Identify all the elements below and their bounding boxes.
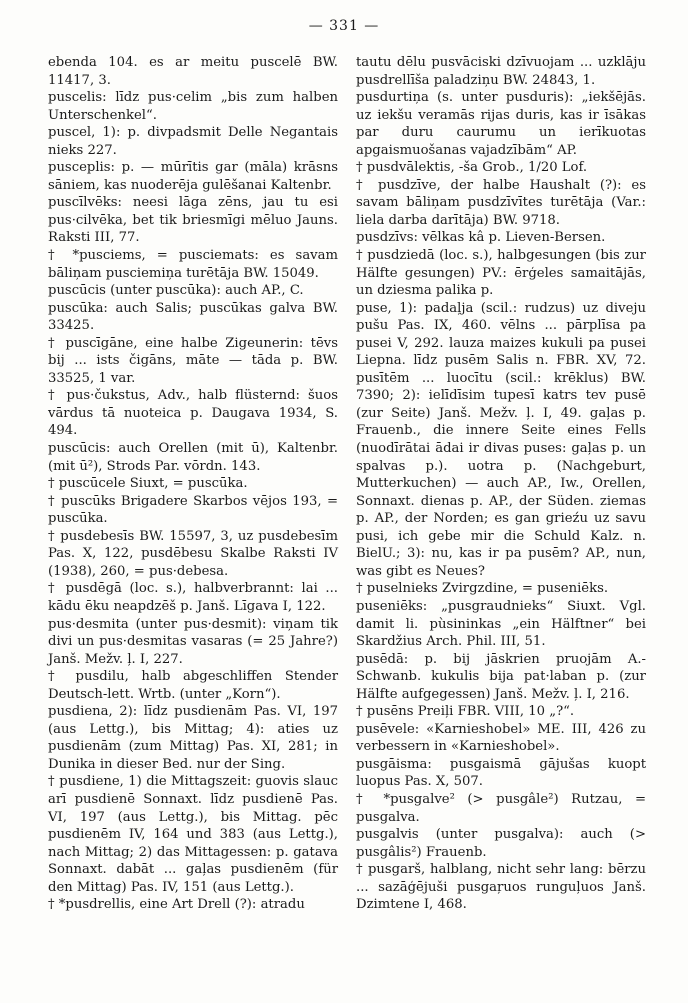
dictionary-entry: † pusdebesīs BW. 15597, 3, uz pusdebesīm Pas. X, 122, pusdēbesu Skalbe Raksti IV (1938), 260, = pus·debesa. — [48, 528, 338, 579]
dictionary-entry: † *pusciems, = pusciemats: es savam bāliņam pusciemiņa turētāja BW. 15049. — [48, 248, 338, 281]
dictionary-entry: pusceplis: p. — mūrītis gar (māla) krāsns sāniem, kas nuoderēja gulēšanai Kaltenbr. — [48, 160, 338, 193]
dictionary-entry: † pus·čukstus, Adv., halb flüsternd: šuos vārdus tā nuoteica p. Daugava 1934, S. 494. — [48, 388, 338, 439]
dictionary-entry: † pusēns Preiļi FBR. VIII, 10 „?“. — [356, 704, 575, 720]
dictionary-entry: puscūka: auch Salis; puscūkas galva BW. 33425. — [48, 300, 338, 334]
dictionary-entry: † pusdzīve, der halbe Haushalt (?): es savam bāliņam pusdzīvītes turētāja (Var.: liela darba darītāja) BW. 9718. — [356, 177, 646, 228]
dictionary-entry: pusdurtiņa (s. unter pusduris): „iekšējās. uz iekšu veramās rijas duris, kas ir īsākas par duru caurumu un ierīkuotas apgaismuošanas vajadzībām“ AP. — [356, 90, 646, 158]
right-column — [356, 54, 646, 914]
dictionary-entry: pusdzīvs: vēlkas kâ p. Lieven-Bersen. — [356, 230, 606, 246]
dictionary-entry: pus·desmita (unter pus·desmit): viņam tik divi un pus·desmitas vasaras (= 25 Jahre?) Janš. Mežv. ļ. I, 227. — [48, 616, 338, 667]
left-column — [48, 54, 338, 914]
dictionary-entry: puscīlvēks: neesi lāga zēns, jau tu esi pus·cilvēka, bet tik briesmīgi mēluo Jauns. Raksti III, 77. — [48, 195, 338, 246]
dictionary-entry: puscelis: līdz pus·celim „bis zum halben Unterschenkel“. — [48, 90, 338, 123]
dictionary-entry: † puselnieks Zvirgzdine, = puseniēks. — [356, 581, 609, 597]
dictionary-entry: † puscūcele Siuxt, = puscūka. — [48, 476, 248, 492]
dictionary-entry: † puscīgāne, eine halbe Zigeunerin: tēvs bij ... ists čigāns, māte — tāda p. BW. 33525, 1 var. — [48, 335, 338, 386]
dictionary-entry: † puscūks Brigadere Skarbos vējos 193, = puscūka. — [48, 493, 338, 527]
dictionary-entry: † pusdziedā (loc. s.), halbgesungen (bis zur Hälfte gesungen) PV.: ērģeles samaitājās, un dziesma palika p. — [356, 248, 646, 299]
dictionary-entry: puscūcis (unter puscūka): auch AP., C. — [48, 283, 304, 299]
dictionary-entry: † pusdilu, halb abgeschliffen Stender Deutsch-lett. Wrtb. (unter „Korn“). — [48, 669, 338, 702]
dictionary-entry: puseniēks: „pusgraudnieks“ Siuxt. Vgl. damit li. pùsininkas „ein Hälftner“ bei Skardžius Arch. Phil. III, 51. — [356, 598, 646, 650]
dictionary-entry: † pusdēgā (loc. s.), halbverbrannt: lai ... kādu ēku neapdzēš p. Janš. Līgava I, 122. — [48, 581, 338, 614]
dictionary-entry: puscūcis: auch Orellen (mit ū), Kaltenbr. (mit ū²), Strods Par. vōrdn. 143. — [48, 441, 338, 474]
dictionary-entry: ebenda 104. es ar meitu puscelē BW. 11417, 3. — [48, 55, 338, 88]
dictionary-entry: † *pusgalve² (> pusgâle²) Rutzau, = pusgalva. — [356, 791, 646, 825]
dictionary-entry: † *pusdrellis, eine Art Drell (?): atradu — [48, 897, 305, 913]
dictionary-entry: puse, 1): padaļja (scil.: rudzus) uz diveju pušu Pas. IX, 460. vēlns ... pārplīsa pa pusei V, 292. lauza maizes kukuli pa pusei Liepna. līdz pusēm Salis n. FBR. XV, 72. pusītēm ... luocītu (scil.: krēklus) BW. 7390; 2): ielīdīsim tupesī katrs tev pusē (zur Seite) Janš. Mežv. ļ. I, 49. gaļas p. Frauenb., die innere Seite eines Fells (nuodīrātai ādai ir divas puses: gaļas p. un spalvas p.). uotra p. (Nachgeburt, Mutterkuchen) — auch AP., Iw., Orellen, Sonnaxt. dienas p. AP., der Süden. ziemas p. AP., der Norden; es gan grieźu uz savu pusi, ich gebe mir die Schuld Kalz. n. BielU.; 3): nu, kas ir pa pusēm? AP., nun, was gibt es Neues? — [356, 300, 646, 579]
dictionary-entry: pusdiena, 2): līdz pusdienām Pas. VI, 197 (aus Lettg.), bis Mittag; 4): aties uz pusdienām (zum Mittag) Pas. XI, 281; in Dunika in dieser Bed. nur der Sing. — [48, 704, 338, 772]
dictionary-entry: puscel, 1): p. divpadsmit Delle Negantais nieks 227. — [48, 125, 338, 158]
dictionary-entry: pusēdā: p. bij jāskrien pruojām A.-Schwanb. kukulis bija pat·laban p. (zur Hälfte aufgegessen) Janš. Mežv. ļ. I, 216. — [356, 651, 646, 702]
dictionary-entry: pusēvele: «Karnieshobel» ME. III, 426 zu verbessern in «Karnieshobel». — [356, 721, 646, 755]
page-number: — 331 — — [308, 18, 380, 34]
dictionary-entry: † pusdvālektis, -ša Grob., 1/20 Lof. — [356, 160, 588, 176]
dictionary-entry: tautu dēlu pusvāciski dzīvuojam ... uzklāju pusdrellīša paladziņu BW. 24843, 1. — [356, 55, 646, 88]
dictionary-entry: † pusdiene, 1) die Mittagszeit: guovis slauc arī pusdienē Sonnaxt. līdz pusdienē Pas. VI, 197 (aus Lettg.), bis Mittag. pēc pusdienēm IV, 164 und 383 (aus Lettg.), nach Mittag; 2) das Mittagessen: p. gatava Sonnaxt. dabāt ... gaļas pusdienēm (für den Mittag) Pas. IV, 151 (aus Lettg.). — [48, 774, 338, 895]
dictionary-entry: pusgalvis (unter pusgalva): auch (> pusgâlis²) Frauenb. — [356, 827, 646, 860]
dictionary-entry: pusgāisma: pusgaismā gājušas kuopt luopus Pas. X, 507. — [356, 756, 646, 790]
dictionary-entry: † pusgarš, halblang, nicht sehr lang: bērzu ... sazāģējuši pusgaŗuos runguļuos Janš. Dzimtene I, 468. — [356, 862, 646, 913]
